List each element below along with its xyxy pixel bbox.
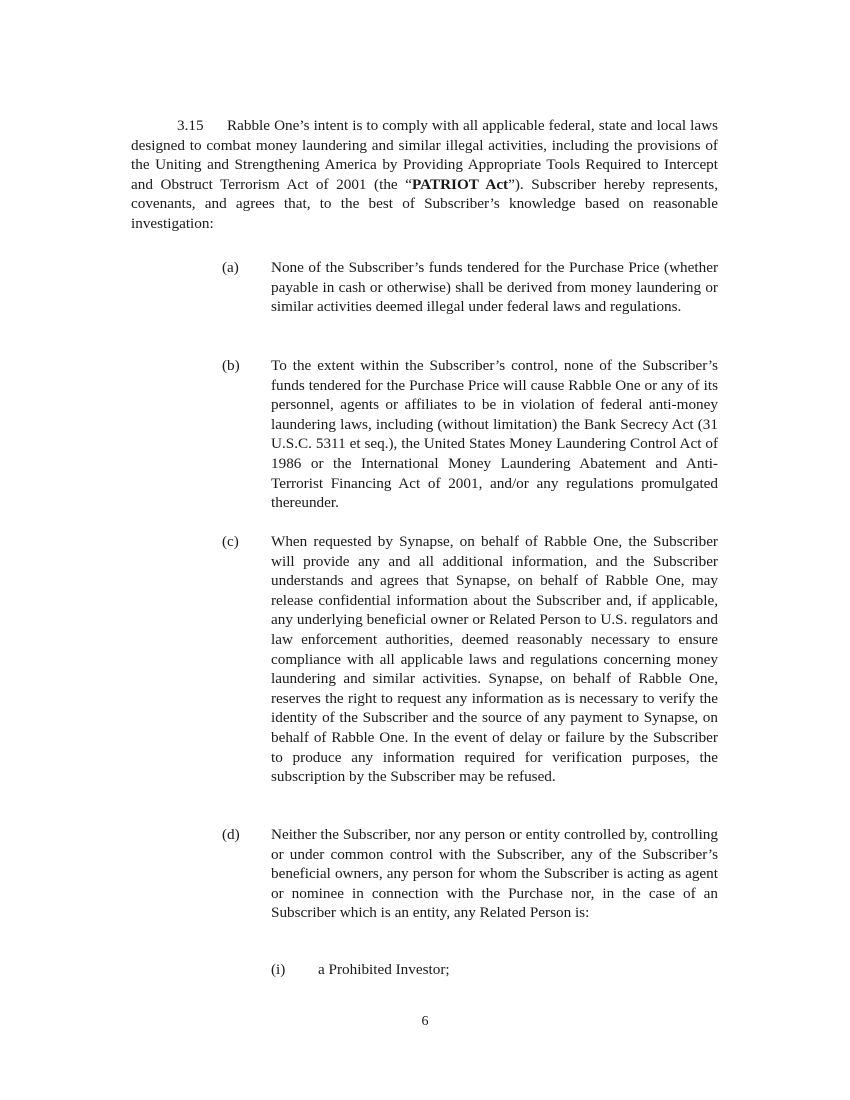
list-item-c xyxy=(222,532,718,787)
list-item-text: Neither the Subscriber, nor any person or entity controlled by, controlling or under common control with the Subscriber, any of the Subscriber’s beneficial owners, any person for whom the Subscriber is acting as agent or nominee in connection with the Purchase nor, in the case of an Subscriber which is an entity, any Related Person is: xyxy=(271,826,718,922)
list-item-text: When requested by Synapse, on behalf of Rabble One, the Subscriber will provide any and all additional information, and the Subscriber understands and agrees that Synapse, on behalf of Rabble One, may release confidential information about the Subscriber and, if applicable, any underlying beneficial owner or Related Person to U.S. regulators and law enforcement authorities, deemed reasonably necessary to ensure compliance with all applicable laws and regulations concerning money laundering and similar activities. Synapse, on behalf of Rabble One, reserves the right to request any information as is necessary to verify the identity of the Subscriber and the source of any payment to Synapse, on behalf of Rabble One. In the event of delay or failure by the Subscriber to produce any information required for verification purposes, the subscription by the Subscriber may be refused. xyxy=(271,533,718,786)
list-item-label: (c) xyxy=(222,533,239,550)
list-item-text: To the extent within the Subscriber’s control, none of the Subscriber’s funds tendered for the Purchase Price will cause Rabble One or any of its personnel, agents or affiliates to be in violation of federal anti-money laundering laws, including (without limitation) the Bank Secrecy Act (31 U.S.C. 5311 et seq.), the United States Money Laundering Control Act of 1986 or the International Money Laundering Abatement and Anti-Terrorist Financing Act of 2001, and/or any regulations promulgated thereunder. xyxy=(271,357,718,512)
list-item-b xyxy=(222,356,718,513)
section-3-15-paragraph xyxy=(131,116,718,234)
section-number: 3.15 xyxy=(177,117,204,134)
list-item-label: (b) xyxy=(222,357,240,374)
sub-item-i xyxy=(271,960,450,980)
sub-item-label: (i) xyxy=(271,961,286,978)
list-item-label: (a) xyxy=(222,259,239,276)
list-item-label: (d) xyxy=(222,826,240,843)
list-item-text: None of the Subscriber’s funds tendered for the Purchase Price (whether payable in cash or otherwise) shall be derived from money laundering or similar activities deemed illegal under federal laws and regulations. xyxy=(271,259,718,316)
page-number: 6 xyxy=(421,1014,429,1029)
section-text-after: ”). Subscriber hereby represents, covenants, and agrees that, to the best of Subscriber’s knowledge based on reasonable investigation: xyxy=(131,175,719,232)
list-item-a xyxy=(222,258,718,317)
list-item-d xyxy=(222,825,718,923)
section-text-before: Rabble One’s intent is to comply with all applicable federal, state and local laws designed to combat money laundering and similar illegal activities, including the provisions of the Uniting and Strengthening America by Providing Appropriate Tools Required to Intercept and Obstruct Terrorism Act of 2001 (the “ xyxy=(131,117,718,193)
defined-term-patriot-act: PATRIOT Act xyxy=(411,175,509,193)
sub-item-text: a Prohibited Investor; xyxy=(318,961,450,978)
